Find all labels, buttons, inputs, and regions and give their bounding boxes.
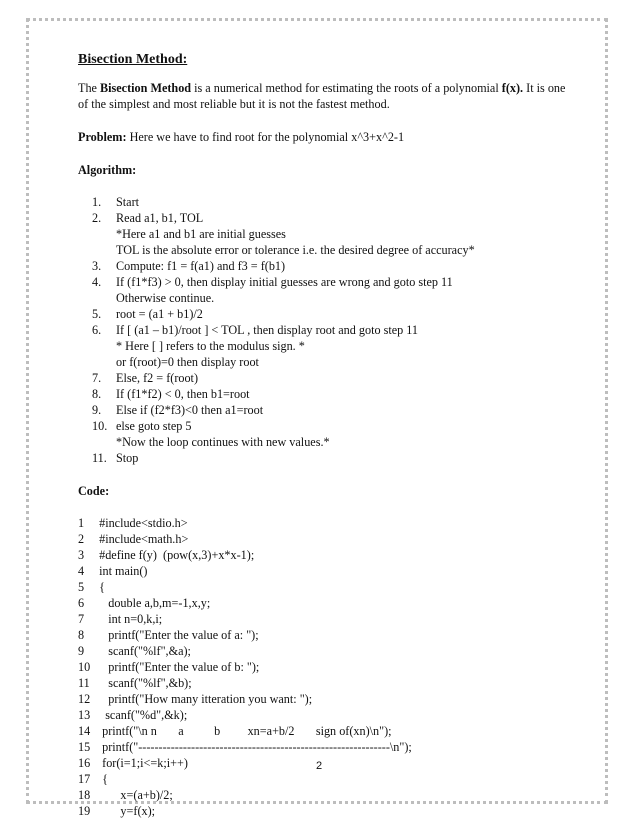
code-line: [78, 547, 568, 563]
problem-paragraph: [78, 129, 568, 145]
code-text: scanf("%lf",&a);: [93, 644, 191, 658]
line-number: 12: [78, 692, 91, 706]
line-number: 18: [78, 788, 91, 802]
line-number: 4: [78, 564, 85, 578]
step-number: 3.: [92, 259, 102, 273]
intro-prefix: The: [78, 81, 100, 95]
step-text: else goto step 5: [116, 419, 192, 433]
code-text: double a,b,m=-1,x,y;: [93, 596, 211, 610]
step-number: 2.: [92, 211, 102, 225]
code-line: [78, 771, 568, 787]
line-number: 10: [78, 660, 91, 674]
step-number: 1.: [92, 195, 102, 209]
step-text: Start: [116, 195, 140, 209]
code-text: {: [93, 772, 108, 786]
line-number: 17: [78, 772, 91, 786]
code-line: [78, 691, 568, 707]
code-line: [78, 563, 568, 579]
line-number: 7: [78, 612, 85, 626]
step-number: 11.: [92, 451, 107, 465]
algorithm-step: [78, 322, 568, 370]
document-body: [78, 52, 568, 819]
algorithm-step: [78, 370, 568, 386]
algorithm-heading: Algorithm:: [78, 163, 137, 177]
algorithm-step: [78, 194, 568, 210]
step-text: * Here [ ] refers to the modulus sign. *: [116, 339, 305, 353]
algorithm-step: [78, 306, 568, 322]
line-number: 2: [78, 532, 85, 546]
problem-text: Here we have to find root for the polynomial x^3+x^2-1: [126, 130, 405, 144]
intro-paragraph: [78, 80, 568, 112]
line-number: 1: [78, 516, 85, 530]
page-number: 2: [315, 760, 323, 772]
code-text: printf("\n n a b xn=a+b/2 sign of(xn)\n");: [93, 724, 392, 738]
code-text: printf("Enter the value of b: ");: [93, 660, 260, 674]
algorithm-step: [78, 418, 568, 450]
algorithm-step: [78, 274, 568, 306]
line-number: 15: [78, 740, 91, 754]
code-text: #include<math.h>: [93, 532, 189, 546]
code-listing: [78, 515, 568, 819]
code-text: #define f(y) (pow(x,3)+x*x-1);: [93, 548, 255, 562]
code-line: [78, 707, 568, 723]
intro-term: Bisection Method: [100, 81, 192, 95]
code-text: printf("How many itteration you want: ");: [93, 692, 313, 706]
code-heading: Code:: [78, 484, 110, 498]
code-line: [78, 787, 568, 803]
code-text: for(i=1;i<=k;i++): [93, 756, 188, 770]
intro-middle: is a numerical method for estimating the roots of a polynomial: [191, 81, 502, 95]
algorithm-step: [78, 386, 568, 402]
problem-label: Problem:: [78, 130, 127, 144]
code-text: {: [93, 580, 105, 594]
code-line: [78, 515, 568, 531]
intro-fx: f(x).: [501, 81, 524, 95]
line-number: 11: [78, 676, 90, 690]
line-number: 14: [78, 724, 91, 738]
step-number: 5.: [92, 307, 102, 321]
algorithm-list: [78, 194, 568, 466]
step-text: Else if (f2*f3)<0 then a1=root: [116, 403, 264, 417]
line-number: 6: [78, 596, 85, 610]
code-text: y=f(x);: [93, 804, 156, 818]
code-text: printf("Enter the value of a: ");: [93, 628, 259, 642]
step-number: 7.: [92, 371, 102, 385]
code-line: [78, 739, 568, 755]
step-number: 4.: [92, 275, 102, 289]
step-text: TOL is the absolute error or tolerance i.e. the desired degree of accuracy*: [116, 243, 475, 257]
algorithm-step: [78, 258, 568, 274]
step-number: 9.: [92, 403, 102, 417]
step-number: 10.: [92, 419, 108, 433]
code-text: #include<stdio.h>: [93, 516, 188, 530]
step-text: or f(root)=0 then display root: [116, 355, 259, 369]
step-text: If (f1*f2) < 0, then b1=root: [116, 387, 250, 401]
line-number: 9: [78, 644, 85, 658]
line-number: 8: [78, 628, 85, 642]
step-text: root = (a1 + b1)/2: [116, 307, 203, 321]
step-text: If (f1*f3) > 0, then display initial guesses are wrong and goto step 11: [116, 275, 453, 289]
page-title: Bisection Method:: [78, 52, 188, 67]
step-text: Else, f2 = f(root): [116, 371, 199, 385]
step-text: Read a1, b1, TOL: [116, 211, 204, 225]
step-text: Stop: [116, 451, 139, 465]
line-number: 19: [78, 804, 91, 818]
step-number: 6.: [92, 323, 102, 337]
step-text: Otherwise continue.: [116, 291, 215, 305]
line-number: 5: [78, 580, 85, 594]
algorithm-step: [78, 450, 568, 466]
code-text: printf("--------------------------------------------------------------\n");: [93, 740, 412, 754]
code-text: x=(a+b)/2;: [93, 788, 173, 802]
algorithm-step: [78, 210, 568, 258]
line-number: 13: [78, 708, 91, 722]
code-line: [78, 675, 568, 691]
code-text: scanf("%d",&k);: [93, 708, 188, 722]
code-line: [78, 531, 568, 547]
code-text: scanf("%lf",&b);: [93, 676, 192, 690]
algorithm-step: [78, 402, 568, 418]
step-text: If [ (a1 – b1)/root ] < TOL , then display root and goto step 11: [116, 323, 419, 337]
step-number: 8.: [92, 387, 102, 401]
code-line: [78, 659, 568, 675]
code-text: int n=0,k,i;: [93, 612, 163, 626]
line-number: 16: [78, 756, 91, 770]
code-line: [78, 803, 568, 819]
code-line: [78, 627, 568, 643]
step-text: *Here a1 and b1 are initial guesses: [116, 227, 286, 241]
line-number: 3: [78, 548, 85, 562]
code-line: [78, 611, 568, 627]
code-line: [78, 723, 568, 739]
step-text: *Now the loop continues with new values.*: [116, 435, 330, 449]
step-text: Compute: f1 = f(a1) and f3 = f(b1): [116, 259, 286, 273]
code-line: [78, 579, 568, 595]
code-line: [78, 643, 568, 659]
code-text: int main(): [93, 564, 148, 578]
code-line: [78, 595, 568, 611]
intro-suffix: It is one of the simplest and most reliable but it is not the fastest method.: [78, 81, 566, 111]
